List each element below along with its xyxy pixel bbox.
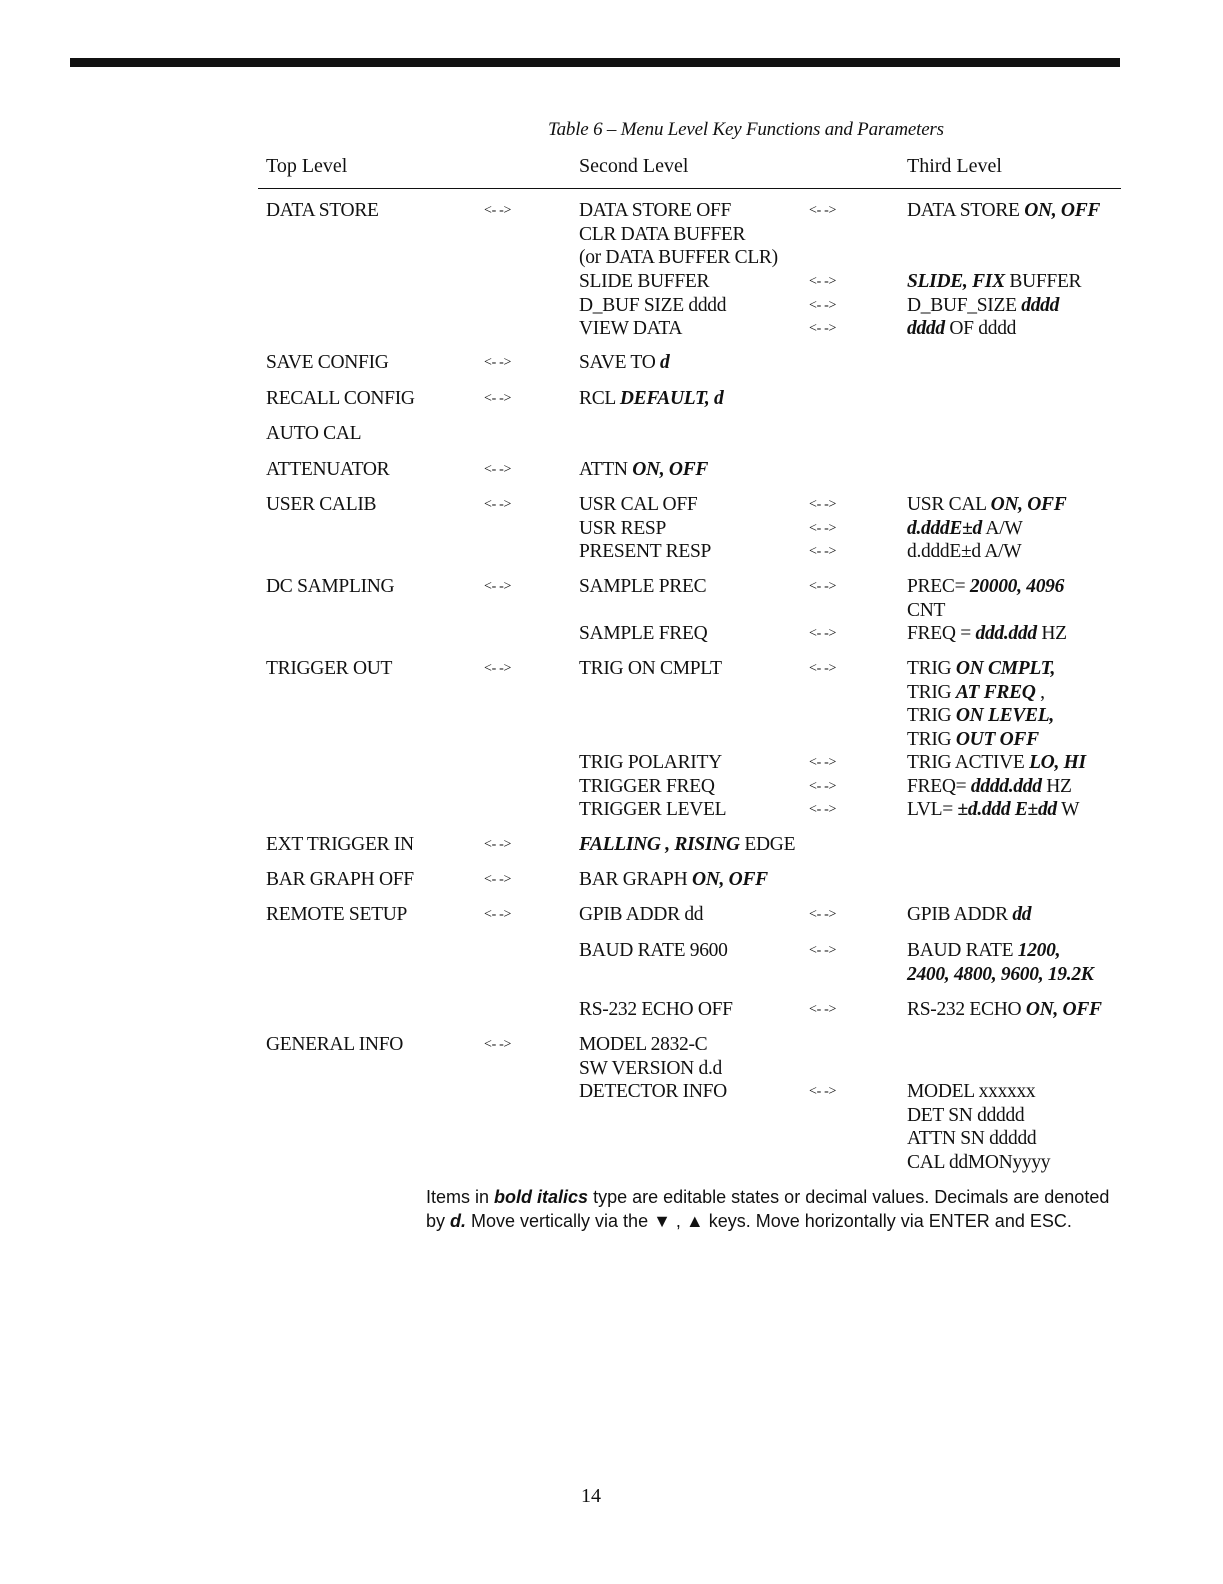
cell-text: TRIG (907, 705, 956, 726)
second-level-item (579, 903, 703, 927)
cell-line (579, 458, 708, 482)
second-level-item (579, 939, 728, 963)
arrow-indicator: <- -> (484, 203, 512, 218)
second-level-item (579, 317, 682, 341)
editable-value: dddd (907, 318, 945, 339)
top-level-item: DC SAMPLING (266, 576, 395, 597)
editable-value: ±d.ddd E±dd (957, 799, 1057, 820)
cell-line (579, 199, 731, 223)
arrow-indicator: <- -> (809, 1002, 837, 1017)
arrow-indicator: <- -> (809, 755, 837, 770)
cell-line (907, 1104, 1050, 1128)
cell-text: CNT (907, 599, 946, 621)
header-rule (258, 188, 1121, 189)
cell-text: BAUD RATE (907, 940, 1018, 961)
cell-text: HZ (1041, 775, 1072, 797)
arrow-indicator: <- -> (809, 1084, 837, 1099)
top-level-item: AUTO CAL (266, 423, 362, 444)
cell-text: PREC= (907, 576, 970, 597)
cell-line (579, 387, 723, 411)
cell-text: ATTN SN ddddd (907, 1128, 1037, 1149)
editable-value: 2400, 4800, 9600, 19.2K (907, 963, 1094, 985)
third-level-item (907, 622, 1067, 646)
cell-text: CAL ddMONyyyy (907, 1151, 1051, 1173)
cell-text: , (1035, 681, 1045, 703)
second-level-item (579, 575, 706, 599)
editable-value: ON LEVEL, (955, 705, 1054, 726)
cell-line (579, 1033, 707, 1057)
second-level-item (579, 351, 670, 375)
cell-text: VIEW DATA (579, 318, 683, 339)
third-level-item (907, 998, 1102, 1022)
cell-line (907, 903, 1031, 927)
top-level-item: ATTENUATOR (266, 459, 390, 480)
arrow-indicator: <- -> (484, 661, 512, 676)
arrow-indicator: <- -> (484, 355, 512, 370)
cell-text: OF dddd (944, 318, 1017, 339)
cell-text: EDGE (739, 834, 796, 855)
editable-value: ON, OFF (990, 494, 1067, 515)
top-level-item: BAR GRAPH OFF (266, 869, 414, 890)
arrow-indicator: <- -> (484, 391, 512, 406)
cell-text: TRIG POLARITY (579, 752, 722, 773)
cell-text: DETECTOR INFO (579, 1081, 727, 1102)
cell-line (579, 798, 726, 822)
arrow-indicator: <- -> (809, 274, 837, 289)
editable-value: OUT OFF (955, 728, 1039, 750)
second-level-item (579, 540, 711, 564)
top-level-item: GENERAL INFO (266, 1034, 404, 1055)
cell-text: ATTN (579, 459, 633, 480)
cell-text: TRIG (907, 681, 956, 703)
cell-text: USR CAL (907, 494, 991, 515)
cell-line (907, 575, 1064, 599)
cell-line (579, 868, 768, 892)
arrow-indicator: <- -> (809, 943, 837, 958)
cell-text: SLIDE BUFFER (579, 271, 710, 292)
cell-line (907, 728, 1055, 752)
editable-value: ON, OFF (691, 869, 768, 890)
cell-line (907, 1127, 1050, 1151)
cell-text: BUFFER (1004, 271, 1082, 292)
second-level-item (579, 1057, 722, 1081)
second-level-item (579, 775, 715, 799)
cell-text: USR RESP (579, 517, 667, 539)
cell-line (907, 681, 1055, 705)
third-level-item (907, 657, 1055, 751)
editable-value: SLIDE, FIX (907, 271, 1005, 292)
cell-text: DET SN ddddd (907, 1104, 1025, 1126)
arrow-indicator: <- -> (484, 462, 512, 477)
cell-text: TRIG ON CMPLT (579, 658, 722, 679)
cell-line (907, 751, 1086, 775)
third-level-item (907, 798, 1079, 822)
cell-text: FREQ = (907, 623, 976, 644)
cell-line (907, 294, 1059, 318)
arrow-indicator: <- -> (809, 297, 837, 313)
arrow-indicator: <- -> (484, 907, 512, 922)
cell-line (907, 493, 1066, 517)
cell-line (907, 998, 1102, 1022)
arrow-indicator: <- -> (809, 321, 837, 336)
editable-value: FALLING , RISING (579, 834, 740, 855)
editable-value: ON, OFF (1024, 200, 1101, 221)
cell-line (907, 317, 1016, 341)
arrow-indicator: <- -> (809, 203, 837, 218)
third-level-item (907, 199, 1100, 223)
cell-line (907, 775, 1072, 799)
cell-text: d.dddE±d A/W (907, 541, 1022, 562)
cell-text: LVL= (907, 799, 958, 820)
cell-text: MODEL xxxxxx (907, 1081, 1036, 1102)
arrow-indicator: <- -> (809, 661, 837, 676)
cell-text: DATA STORE (907, 200, 1025, 221)
table-caption: Table 6 – Menu Level Key Functions and Parameters (548, 119, 944, 140)
note-text: Move vertically via the ▼ , ▲ keys. Move horizontally via ENTER and ESC. (466, 1210, 1072, 1231)
third-level-item (907, 493, 1066, 517)
cell-text: RS-232 ECHO OFF (579, 999, 733, 1020)
top-level-item: DATA STORE (266, 200, 379, 221)
second-level-item (579, 294, 726, 318)
editable-value: ON, OFF (632, 459, 709, 480)
cell-line (579, 317, 682, 341)
cell-line (907, 657, 1055, 681)
second-level-item (579, 517, 666, 541)
third-level-item (907, 317, 1016, 341)
top-level-item: EXT TRIGGER IN (266, 834, 414, 855)
top-level-item: REMOTE SETUP (266, 904, 408, 925)
cell-text: TRIG (907, 728, 956, 750)
cell-text: TRIG ACTIVE (907, 752, 1030, 773)
arrow-indicator: <- -> (809, 907, 837, 922)
cell-line (579, 270, 709, 294)
page-number: 14 (581, 1485, 601, 1507)
cell-text: D_BUF_SIZE (907, 294, 1022, 316)
cell-line (907, 622, 1067, 646)
arrow-indicator: <- -> (484, 837, 512, 852)
cell-text: GPIB ADDR dd (579, 904, 704, 925)
editable-value: LO, HI (1029, 752, 1086, 773)
cell-line (579, 903, 703, 927)
cell-text: SAMPLE PREC (579, 576, 707, 597)
top-level-item: USER CALIB (266, 494, 377, 515)
note-emphasis: bold italics (494, 1187, 589, 1207)
cell-line (579, 351, 670, 375)
cell-text: SW VERSION d.d (579, 1057, 722, 1079)
cell-text: CLR DATA BUFFER (579, 223, 746, 245)
cell-line (907, 963, 1093, 987)
cell-text: MODEL 2832-C (579, 1034, 708, 1055)
cell-text: BAR GRAPH (579, 869, 692, 890)
note-text: Items in (426, 1187, 495, 1207)
cell-text: PRESENT RESP (579, 541, 712, 562)
second-level-item (579, 223, 778, 270)
cell-text: HZ (1036, 623, 1067, 644)
cell-text: (or DATA BUFFER CLR) (579, 247, 778, 268)
third-level-item (907, 939, 1093, 986)
third-level-item (907, 903, 1031, 927)
top-level-item: RECALL CONFIG (266, 388, 415, 409)
editable-value: d (660, 352, 670, 373)
note-text: type are editable states or decimal values. Decimals are denoted by (426, 1187, 1110, 1231)
editable-value: ON, OFF (1025, 999, 1102, 1020)
arrow-indicator: <- -> (809, 579, 837, 594)
second-level-item (579, 1033, 707, 1057)
cell-text: RCL (579, 388, 620, 409)
editable-value: 20000, 4096 (969, 576, 1065, 597)
cell-text: SAMPLE FREQ (579, 623, 708, 644)
second-level-item (579, 998, 733, 1022)
third-level-item (907, 775, 1072, 799)
cell-line (579, 775, 715, 799)
third-level-item (907, 270, 1081, 294)
editable-value: AT FREQ (955, 681, 1036, 703)
cell-line (907, 1151, 1050, 1175)
third-level-item (907, 540, 1021, 564)
second-level-item (579, 657, 722, 681)
second-level-item (579, 1080, 727, 1104)
editable-value: DEFAULT, d (619, 388, 724, 409)
arrow-indicator: <- -> (484, 1037, 512, 1052)
cell-line (579, 517, 666, 541)
cell-line (579, 833, 795, 857)
cell-line (907, 540, 1021, 564)
second-level-item (579, 868, 768, 892)
cell-line (907, 599, 1064, 623)
cell-line (579, 575, 706, 599)
second-level-item (579, 833, 795, 857)
note-emphasis: d. (450, 1210, 467, 1231)
arrow-indicator: <- -> (484, 872, 512, 887)
cell-text: GPIB ADDR (907, 904, 1013, 925)
cell-line (579, 540, 711, 564)
editable-value: ON CMPLT, (955, 658, 1056, 679)
third-level-item (907, 575, 1064, 622)
editable-value: dddd.ddd (970, 775, 1042, 797)
cell-line (907, 1080, 1050, 1104)
cell-text: TRIGGER LEVEL (579, 799, 727, 820)
third-level-item (907, 294, 1059, 318)
third-level-item (907, 1080, 1050, 1174)
cell-line (907, 517, 1022, 541)
third-level-item (907, 751, 1086, 775)
cell-text: DATA STORE OFF (579, 200, 732, 221)
third-level-item (907, 517, 1022, 541)
second-level-item (579, 199, 731, 223)
second-level-item (579, 493, 697, 517)
arrow-indicator: <- -> (809, 778, 837, 794)
cell-line (579, 294, 726, 318)
header-third-level: Third Level (907, 155, 1002, 177)
cell-text: USR CAL OFF (579, 494, 698, 515)
cell-line (579, 939, 728, 963)
cell-line (579, 493, 697, 517)
arrow-indicator: <- -> (484, 579, 512, 594)
arrow-indicator: <- -> (809, 520, 837, 536)
top-level-item: SAVE CONFIG (266, 352, 389, 373)
cell-line (579, 622, 707, 646)
arrow-indicator: <- -> (809, 626, 837, 641)
cell-line (579, 657, 722, 681)
cell-text: FREQ= (907, 775, 971, 797)
cell-text: TRIG (907, 658, 956, 679)
cell-line (907, 798, 1079, 822)
second-level-item (579, 751, 722, 775)
cell-line (907, 270, 1081, 294)
cell-line (907, 704, 1055, 728)
cell-text: RS-232 ECHO (907, 999, 1026, 1020)
arrow-indicator: <- -> (809, 802, 837, 817)
second-level-item (579, 387, 723, 411)
cell-text: D_BUF SIZE dddd (579, 294, 727, 316)
header-top-level: Top Level (266, 155, 348, 177)
cell-text: W (1056, 799, 1080, 820)
arrow-indicator: <- -> (809, 497, 837, 512)
cell-line (579, 998, 733, 1022)
cell-line (579, 1057, 722, 1081)
editable-value: d.dddE±d (907, 517, 982, 539)
editable-value: dddd (1021, 294, 1060, 316)
second-level-item (579, 458, 708, 482)
cell-line (579, 751, 722, 775)
second-level-item (579, 622, 707, 646)
editable-value: ddd.ddd (975, 623, 1037, 644)
top-level-item: TRIGGER OUT (266, 658, 393, 679)
second-level-item (579, 798, 726, 822)
top-rule-bar (70, 58, 1120, 67)
cell-line (579, 223, 778, 247)
cell-line (907, 199, 1100, 223)
cell-text: SAVE TO (579, 352, 661, 373)
editable-value: 1200, (1017, 940, 1061, 961)
cell-line (579, 1080, 727, 1104)
arrow-indicator: <- -> (484, 497, 512, 512)
cell-text: A/W (981, 517, 1023, 539)
cell-text: TRIGGER FREQ (579, 775, 715, 797)
cell-line (579, 246, 778, 270)
cell-line (907, 939, 1093, 963)
footnote (426, 1186, 1126, 1233)
second-level-item (579, 270, 709, 294)
header-second-level: Second Level (579, 155, 689, 177)
editable-value: dd (1012, 904, 1032, 925)
cell-text: BAUD RATE 9600 (579, 940, 728, 961)
arrow-indicator: <- -> (809, 544, 837, 559)
